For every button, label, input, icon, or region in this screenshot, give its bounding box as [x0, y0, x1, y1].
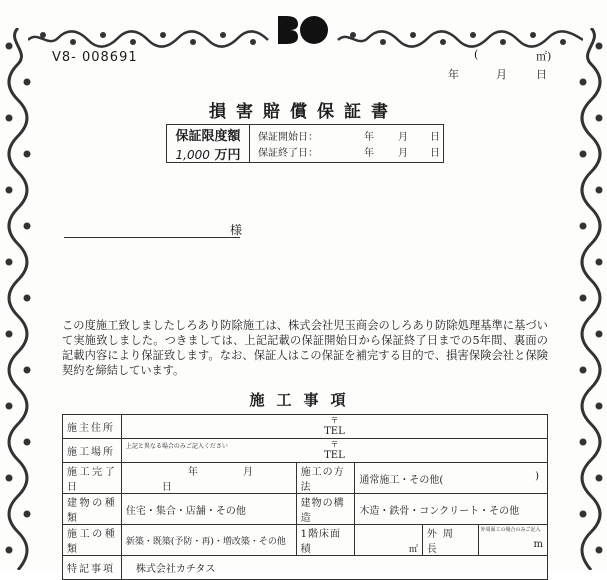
perimeter-unit: m	[533, 538, 543, 550]
table-row	[63, 415, 548, 439]
site-tel-label: TEL	[324, 450, 345, 461]
end-year: 年	[364, 148, 374, 159]
method-options: 通常施工・その他(	[359, 474, 444, 486]
end-date-label: 保証終了日：	[258, 148, 318, 159]
method-label: 施工の方法	[296, 463, 355, 494]
client-postal-mark: 〒	[330, 416, 339, 425]
warranty-limit-box	[166, 124, 444, 163]
floor-area-label: 1階床面積	[296, 525, 355, 556]
table-row	[63, 556, 548, 580]
issue-day: 日	[536, 68, 547, 81]
building-type-label: 建物の種類	[63, 494, 122, 525]
site-label: 施工場所	[63, 439, 122, 463]
customer-name-line	[64, 236, 240, 238]
structure-value: 木造・鉄骨・コンクリート・その他	[355, 494, 548, 525]
completion-date	[121, 463, 296, 494]
remarks-value: 株式会社カチタス	[121, 556, 547, 580]
table-row	[63, 463, 548, 494]
perimeter-note: 外周面工の場合のみご記入	[480, 527, 541, 533]
remarks-label: 特記事項	[63, 556, 122, 580]
floor-area-unit: ㎡	[408, 545, 418, 555]
completion-label: 施工完了日	[63, 463, 122, 494]
warranty-body-text: この度施工致しましたしろあり防除施工は、株式会社児玉商会のしろあり防除処理基準に基づいて実施致しました。つきましては、上記記載の保証開始日から保証終了日までの5年間、裏面の記載内容により保証致します。なお、保証人はこの保証を補完する目的で、損害保険会社と保険契約を締結しています。	[62, 319, 548, 377]
method-close: )	[535, 470, 539, 482]
completion-day: 日	[161, 482, 172, 493]
structure-label: 建物の構造	[296, 494, 355, 525]
building-type-value: 住宅・集合・店舗・その他	[121, 494, 296, 525]
start-year: 年	[364, 132, 374, 143]
method-value	[355, 463, 548, 494]
limit-label: 保証限度額	[175, 128, 241, 144]
table-row	[63, 494, 548, 525]
limit-amount-value: 1,000	[175, 147, 210, 162]
work-type-value: 新築・既築(予防・再)・増改築・その他	[121, 525, 296, 556]
site-value	[121, 439, 547, 463]
limit-amount	[176, 144, 241, 163]
client-tel-label: TEL	[324, 426, 345, 437]
area-paren-open: (	[474, 48, 479, 61]
issue-month: 月	[496, 68, 507, 81]
client-address-value	[121, 415, 547, 439]
end-day: 日	[430, 148, 440, 159]
client-address-label: 施主住所	[63, 415, 122, 439]
serial-number: V8- 008691	[52, 50, 138, 65]
work-type-label: 施工の種類	[63, 525, 122, 556]
site-postal-mark: 〒	[330, 440, 339, 449]
start-day: 日	[430, 132, 440, 143]
table-row	[63, 439, 548, 463]
perimeter-value	[478, 525, 547, 556]
construction-details-table	[62, 414, 548, 580]
end-month: 月	[398, 148, 408, 159]
limit-amount-unit: 万円	[214, 147, 241, 163]
section-title: 施工事項	[249, 391, 358, 409]
site-note: 上記と異なる場合のみご記入ください	[125, 443, 228, 450]
issue-year: 年	[448, 68, 459, 81]
customer-suffix: 様	[230, 223, 243, 237]
start-date-label: 保証開始日：	[258, 132, 318, 143]
company-logo-icon	[276, 12, 330, 48]
completion-month: 月	[243, 467, 254, 478]
document-title: 損害賠償保証書	[209, 102, 398, 122]
completion-year: 年	[187, 467, 198, 478]
start-month: 月	[398, 132, 408, 143]
area-unit: ㎡)	[536, 50, 552, 63]
table-row	[63, 525, 548, 556]
perimeter-label: 外周長	[422, 525, 478, 556]
floor-area-value	[355, 525, 423, 556]
